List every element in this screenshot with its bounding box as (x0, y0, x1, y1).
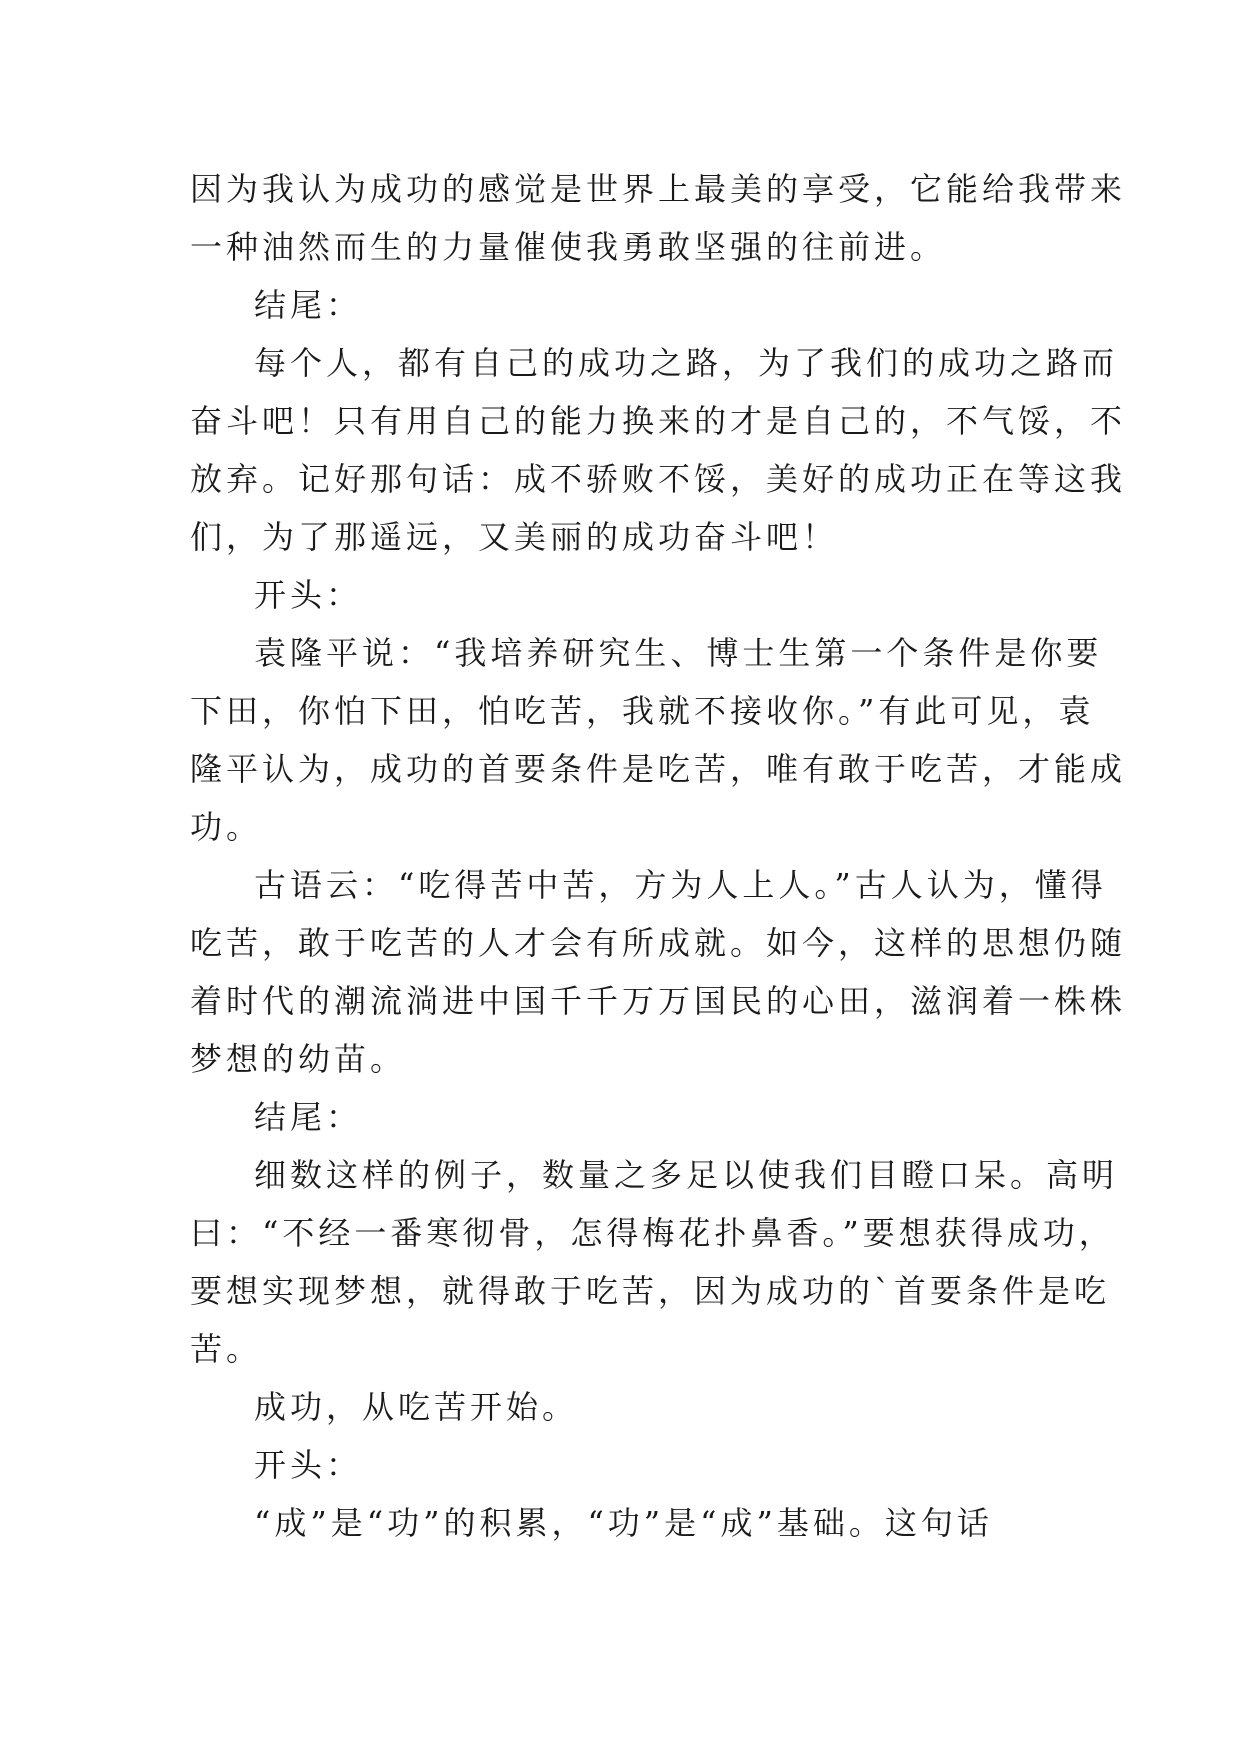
text-line: 吃苦，敢于吃苦的人才会有所成就。如今，这样的思想仍随 (190, 924, 1127, 962)
text-line: 们，为了那遥远，又美丽的成功奋斗吧！ (190, 518, 839, 556)
text-line: 要想实现梦想，就得敢于吃苦，因为成功的`首要条件是吃 (190, 1272, 1111, 1310)
text-line: 着时代的潮流淌进中国千千万万国民的心田，滋润着一株株 (190, 982, 1127, 1020)
text-line: 一种油然而生的力量催使我勇敢坚强的往前进。 (190, 228, 947, 266)
text-line: 成功，从吃苦开始。 (254, 1388, 579, 1426)
text-line: 每个人，都有自己的成功之路，为了我们的成功之路而 (254, 344, 1119, 382)
section-label-ending: 结尾： (254, 286, 363, 324)
text-line: 功。 (190, 808, 263, 846)
text-line: 因为我认为成功的感觉是世界上最美的享受，它能给我带来 (190, 170, 1127, 208)
text-line: 隆平认为，成功的首要条件是吃苦，唯有敢于吃苦，才能成 (190, 750, 1127, 788)
text-line: 古语云：“吃得苦中苦，方为人上人。”古人认为，懂得 (254, 866, 1107, 904)
text-line: 下田，你怕下田，怕吃苦，我就不接收你。”有此可见，袁 (190, 692, 1095, 730)
text-line: 苦。 (190, 1330, 263, 1368)
section-label-opening: 开头： (254, 576, 363, 614)
text-line: 奋斗吧！只有用自己的能力换来的才是自己的，不气馁，不 (190, 402, 1127, 440)
section-label-ending: 结尾： (254, 1098, 363, 1136)
text-line: 细数这样的例子，数量之多足以使我们目瞪口呆。高明 (254, 1156, 1119, 1194)
text-line: 曰：“不经一番寒彻骨，怎得梅花扑鼻香。”要想获得成功， (190, 1214, 1115, 1252)
document-body (190, 160, 1127, 1552)
text-line: “成”是“功”的积累，“功”是“成”基础。这句话 (254, 1504, 993, 1542)
text-line: 袁隆平说：“我培养研究生、博士生第一个条件是你要 (254, 634, 1103, 672)
text-line: 梦想的幼苗。 (190, 1040, 407, 1078)
text-line: 放弃。记好那句话：成不骄败不馁，美好的成功正在等这我 (190, 460, 1127, 498)
section-label-opening: 开头： (254, 1446, 363, 1484)
